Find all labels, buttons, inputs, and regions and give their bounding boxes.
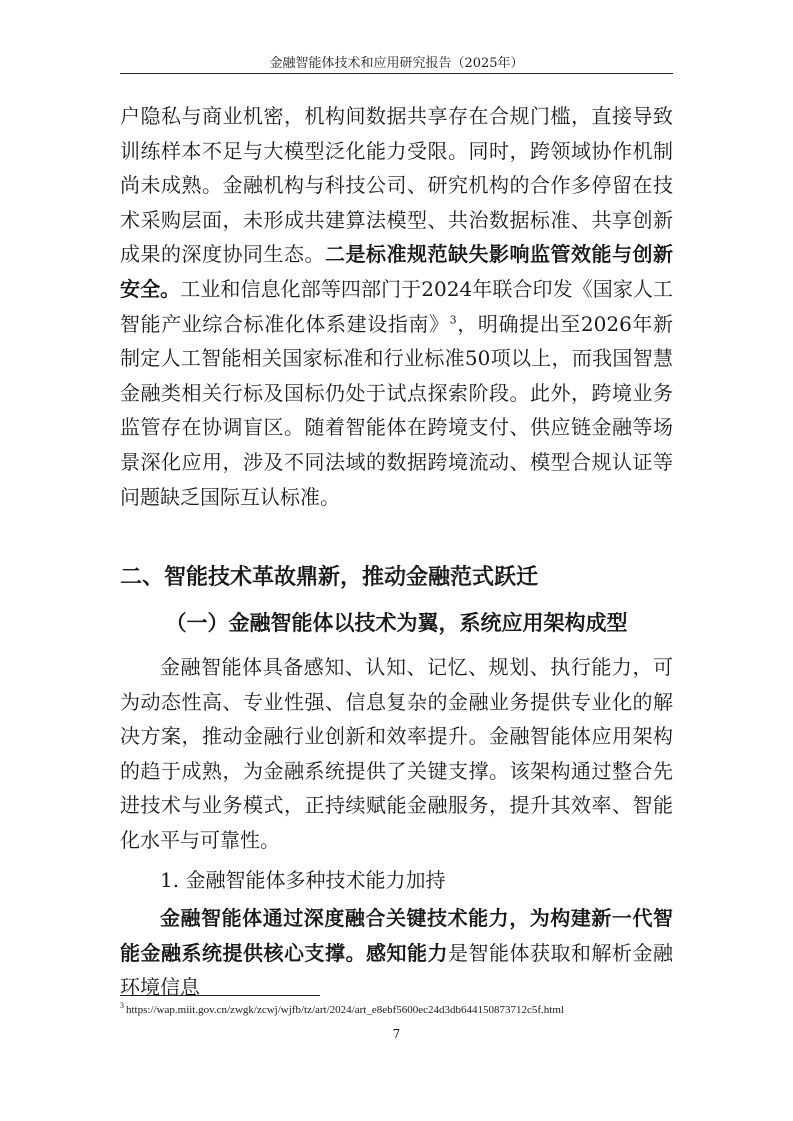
subheading-1: 1. 金融智能体多种技术能力加持	[160, 868, 446, 892]
footnote-mark: 3	[120, 1001, 124, 1011]
paragraph-2: 金融智能体具备感知、认知、记忆、规划、执行能力，可为动态性高、专业性强、信息复杂的金融业务提供专业化的解决方案，推动金融行业创新和效率提升。金融智能体应用架构的趋于成熟，为金融系统提供了关键支撑。该架构通过整合先进技术与业务模式，正持续赋能金融服务，提升其效率、智能化水平与可靠性。	[120, 655, 673, 852]
footnote-link[interactable]: https://wap.miit.gov.cn/zwgk/zcwj/wjfb/tz/art/2024/art_e8ebf5600ec24d3db644150873712c5f.html	[126, 1004, 564, 1016]
paragraph-1-text-b: 工业和信息化部等四部门于2024年联合印发《国家人工智能产业综合标准化体系建设指南》	[120, 276, 674, 336]
section-heading: 二、智能技术革故鼎新，推动金融范式跃迁	[120, 565, 539, 590]
header-divider	[120, 73, 673, 74]
paragraph-1	[120, 99, 673, 514]
subsection-heading: （一）金融智能体以技术为翼，系统应用架构成型	[165, 611, 628, 635]
paragraph-1-bold-a: 二是标准规范缺失影响监管效能与创新安全。	[120, 242, 673, 301]
running-header: 金融智能体技术和应用研究报告（2025年）	[269, 56, 524, 71]
footnote	[120, 1001, 680, 1016]
page-number: 7	[392, 1027, 401, 1041]
paragraph-1-text-c: ，明确提出至2026年新制定人工智能相关国家标准和行业标准50项以上，而我国智慧金融类相关行标及国标仍处于试点探索阶段。此外，跨境业务监管存在协调盲区。随着智能体在跨境支付、供应链金融等场景深化应用，涉及不同法域的数据跨境流动、模型合规认证等问题缺乏国际互认标准。	[120, 311, 674, 509]
paragraph-3-text-a: 是智能体获取和解析金融环境信息	[120, 940, 673, 1000]
paragraph-3	[120, 901, 673, 1005]
footnote-reference[interactable]: 3	[449, 312, 457, 326]
paragraph-3-bold-a: 金融智能体通过深度融合关键技术能力，为构建新一代智能金融系统提供核心支撑。	[120, 906, 673, 965]
paragraph-3-bold-b: 感知能力	[366, 940, 448, 965]
paragraph-1-text-a: 户隐私与商业机密，机构间数据共享存在合规门槛，直接导致训练样本不足与大模型泛化能力受限。同时，跨领域协作机制尚未成熟。金融机构与科技公司、研究机构的合作多停留在技术采购层面，未形成共建算法模型、共治数据标准、共享创新成果的深度协同生态。	[120, 104, 673, 267]
footnote-divider	[120, 995, 320, 996]
